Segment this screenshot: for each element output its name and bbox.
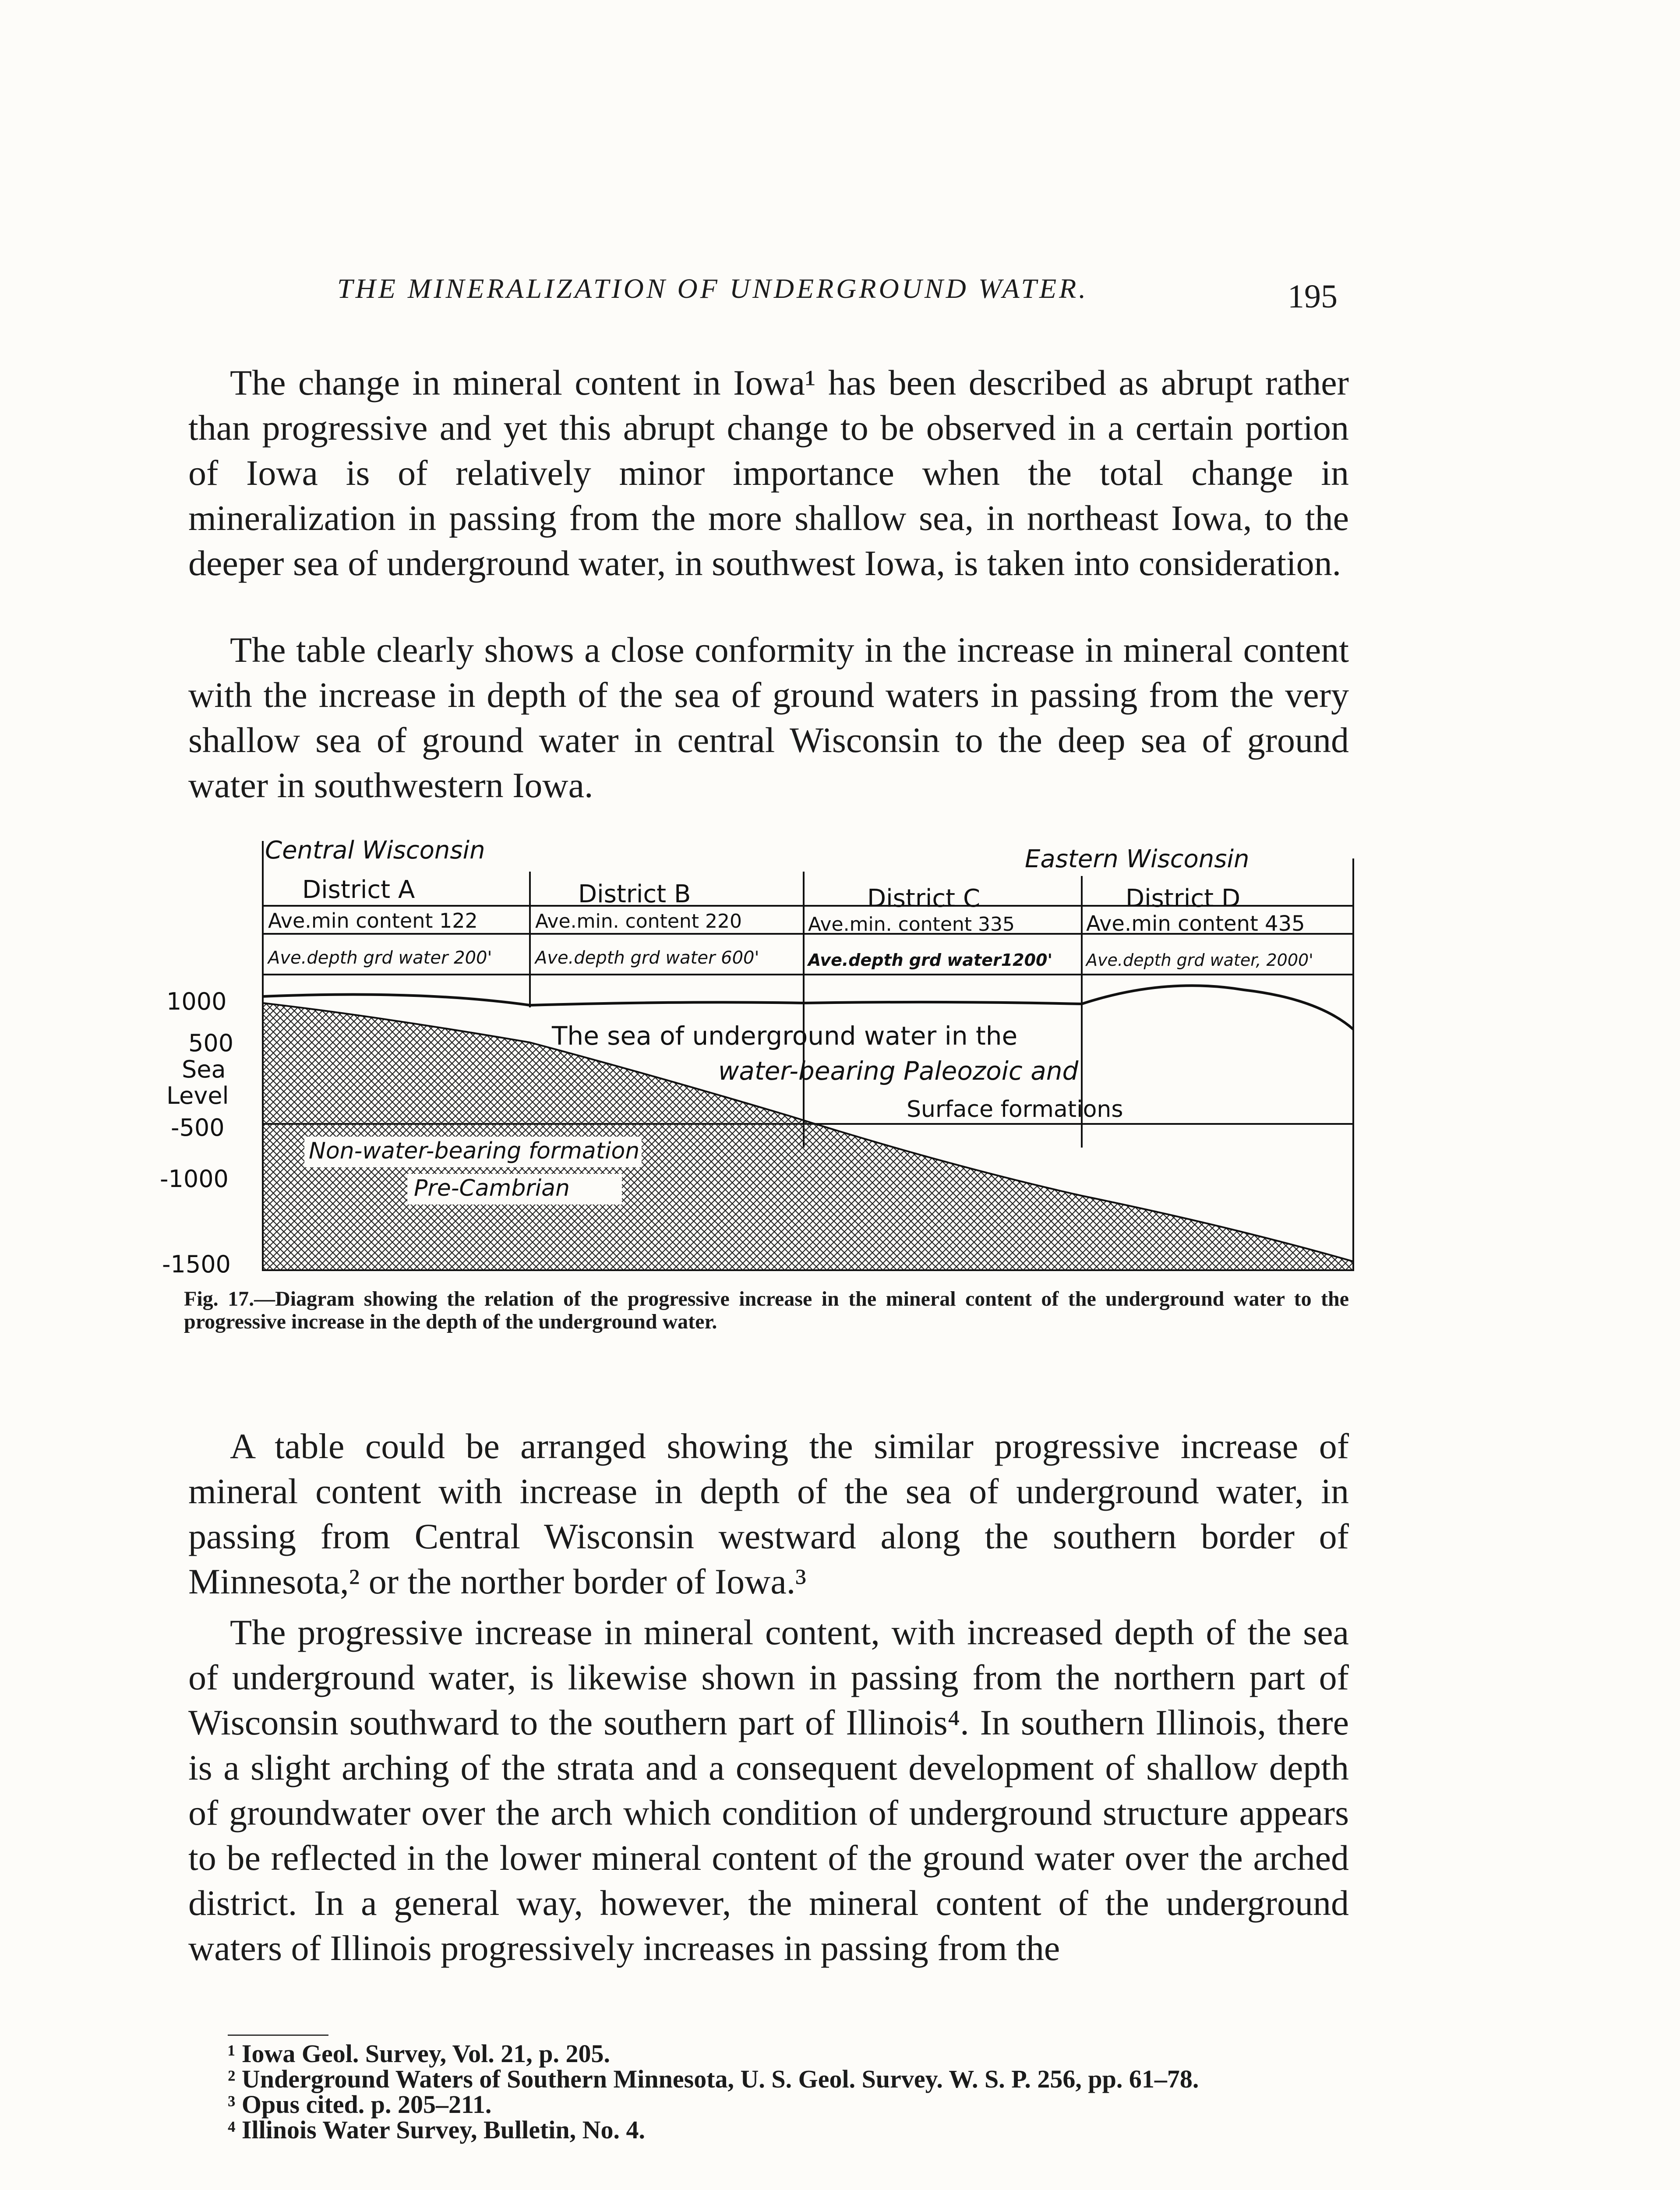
y-label-sea: Sea: [182, 1056, 226, 1083]
paragraph-text: The progressive increase in mineral content, with increased depth of the sea of underground water, is likewise shown in passing from the northern part of Wisconsin southward to the southern part of Illinois⁴. In southern Illinois, there is a slight arching of the strata and a consequent development of shallow depth of groundwater over the arch which condition of underground structure appears to be reflected in the lower mineral content of the ground water over the arched district. In a general way, however, the mineral content of the underground waters of Illinois progressively increases in passing from the: [188, 1612, 1349, 1968]
y-label-minus-500: -500: [171, 1114, 225, 1141]
water-zone-text-2: water-bearing Paleozoic and: [718, 1056, 1079, 1086]
paragraph-text: The change in mineral content in Iowa¹ has been described as abrupt rather than progressive and yet this abrupt change to be observed in a certain portion of Iowa is of relatively minor importance when the total change in mineralization in passing from the more shallow sea, in northeast Iowa, to the deeper sea of underground water, in southwest Iowa, is taken into consideration.: [188, 363, 1349, 583]
left-region-label: Central Wisconsin: [265, 836, 485, 865]
y-label-1000: 1000: [166, 988, 227, 1015]
body-paragraph-2: [188, 627, 1349, 808]
y-label-minus-1000: -1000: [160, 1165, 229, 1193]
footnotes: [228, 2041, 1349, 2143]
footnote-4: ⁴ Illinois Water Survey, Bulletin, No. 4.: [228, 2116, 646, 2144]
district-d-depth: Ave.depth grd water, 2000': [1086, 950, 1313, 970]
right-region-label: Eastern Wisconsin: [1025, 845, 1249, 873]
page-number: 195: [1288, 278, 1338, 315]
y-label-minus-1500: -1500: [162, 1250, 231, 1278]
district-c-name: District C: [867, 884, 981, 913]
y-axis-labels: [160, 988, 233, 1278]
district-b-depth: Ave.depth grd water 600': [535, 948, 759, 968]
water-zone-text-3: Surface formations: [907, 1096, 1123, 1123]
footnote-3: ³ Opus cited. p. 205–211.: [228, 2090, 492, 2119]
footnote-2: ² Underground Waters of Southern Minnesota, U. S. Geol. Survey. W. S. P. 256, pp. 61–78.: [228, 2065, 1199, 2093]
figure-caption: Fig. 17.—Diagram showing the relation of the progressive increase in the mineral content of the underground water to the progressive increase in the depth of the underground water.: [184, 1287, 1349, 1333]
y-label-500: 500: [188, 1029, 234, 1057]
groundwater-depth-diagram: [158, 832, 1366, 1283]
district-b-name: District B: [578, 880, 691, 908]
running-title: THE MINERALIZATION OF UNDERGROUND WATER.: [337, 273, 1089, 304]
body-paragraph-1: [188, 360, 1349, 586]
y-label-level: Level: [166, 1082, 229, 1109]
body-paragraph-3: [188, 1424, 1349, 1604]
footnote-1: ¹ Iowa Geol. Survey, Vol. 21, p. 205.: [228, 2039, 611, 2068]
body-paragraph-4: [188, 1610, 1349, 1971]
district-d-name: District D: [1126, 884, 1241, 913]
paragraph-text: The table clearly shows a close conformity in the increase in mineral content with the increase in depth of the sea of ground waters in passing from the very shallow sea of ground water in central Wisconsin to the deep sea of ground water in southwestern Iowa.: [188, 630, 1349, 805]
footnote-rule: [228, 2035, 328, 2036]
rock-zone-text-1: Non-water-bearing formation: [309, 1138, 640, 1164]
district-c-content: Ave.min. content 335: [808, 913, 1015, 936]
district-a-name: District A: [302, 876, 415, 904]
district-a-depth: Ave.depth grd water 200': [268, 948, 492, 968]
district-b-content: Ave.min. content 220: [535, 910, 742, 933]
district-d-content: Ave.min content 435: [1086, 911, 1305, 936]
rock-zone-text-2: Pre-Cambrian: [414, 1175, 570, 1201]
water-zone-text-1: The sea of underground water in the: [552, 1021, 1018, 1051]
paragraph-text: A table could be arranged showing the similar progressive increase of mineral content with increase in depth of the sea of underground water, in passing from Central Wisconsin westward along the southern border of Minnesota,² or the norther border of Iowa.³: [188, 1426, 1349, 1601]
district-a-content: Ave.min content 122: [268, 909, 478, 933]
district-c-depth: Ave.depth grd water1200': [808, 950, 1053, 970]
